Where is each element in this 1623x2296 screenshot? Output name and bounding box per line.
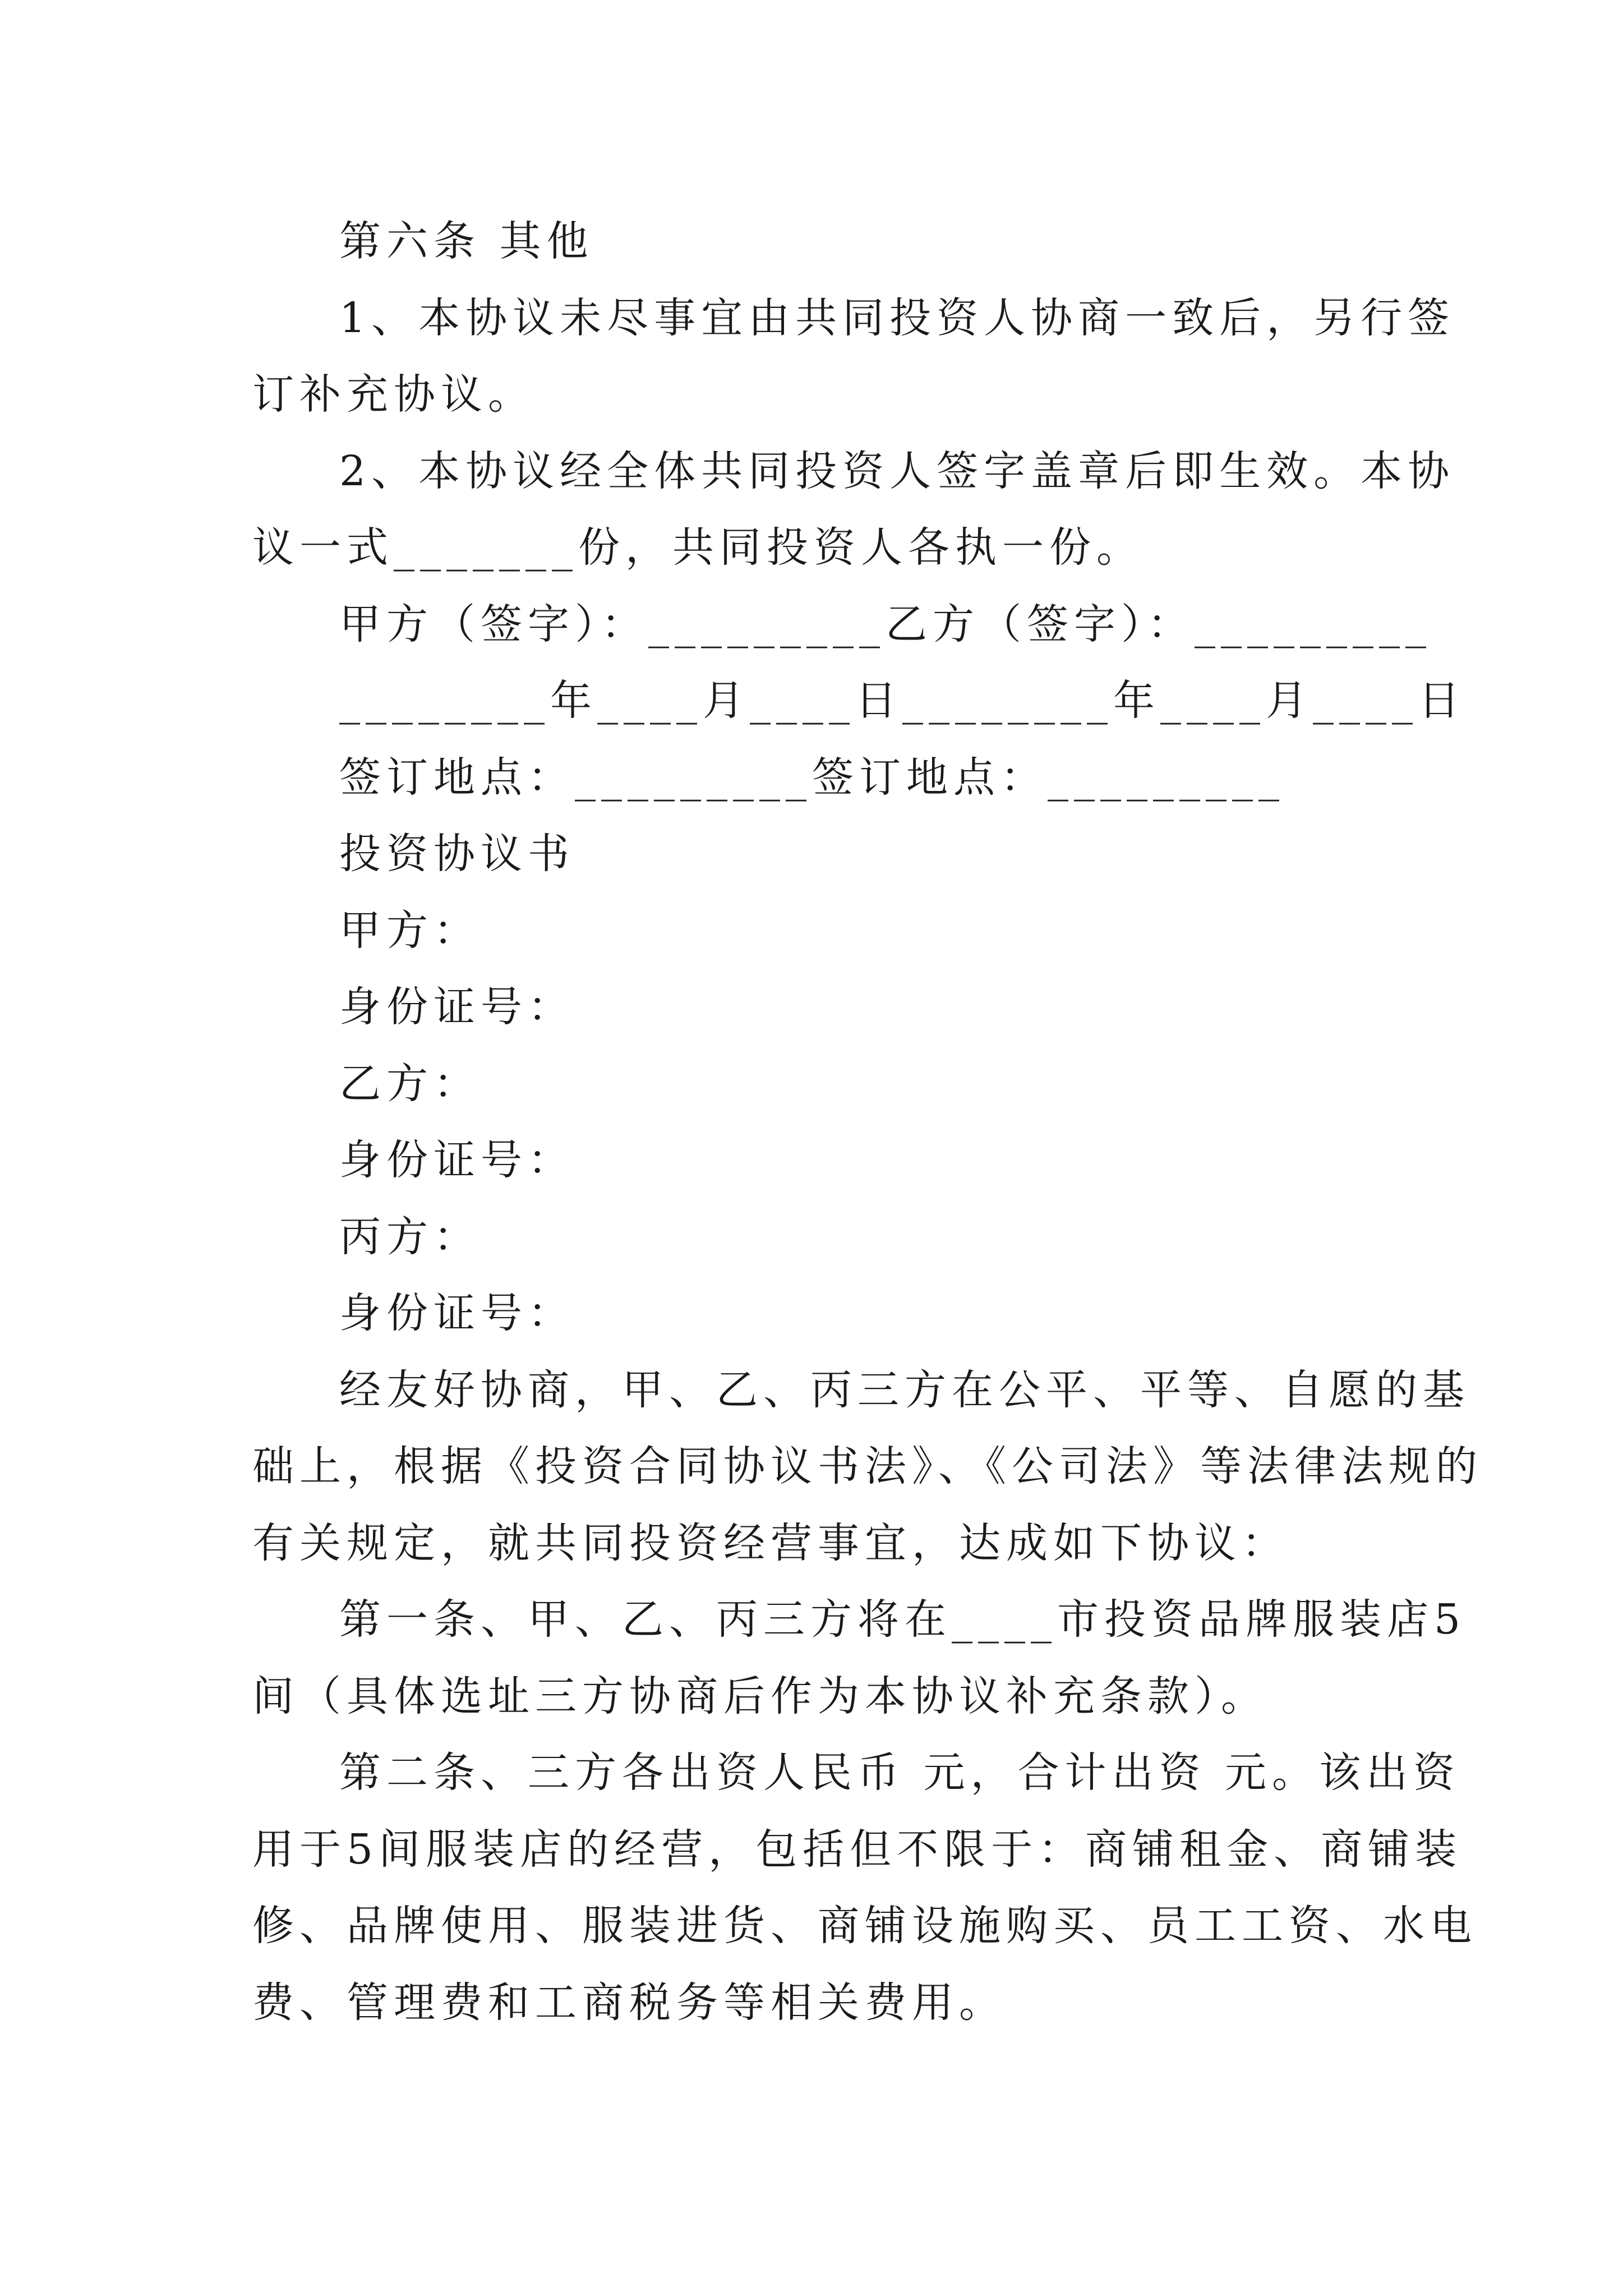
party-a-label: 甲方： bbox=[339, 907, 481, 955]
clause-2-line-2: 议一式_______份，共同投资人各执一份。 bbox=[252, 523, 1144, 572]
clause-1-line-1: 1、本协议未尽事宜由共同投资人协商一致后，另行签 bbox=[339, 294, 1455, 342]
article-2-line-1: 第二条、三方各出资人民币 元，合计出资 元。该出资 bbox=[339, 1749, 1461, 1797]
party-c-label: 丙方： bbox=[339, 1213, 481, 1261]
party-b-label: 乙方： bbox=[339, 1060, 481, 1108]
preamble-line-2: 础上，根据《投资合同协议书法》、《公司法》等法律法规的 bbox=[252, 1442, 1483, 1490]
document-title: 投资协议书 bbox=[339, 830, 575, 878]
article-2-line-4: 费、管理费和工商税务等相关费用。 bbox=[252, 1978, 1006, 2027]
clause-2-line-1: 2、本协议经全体共同投资人签字盖章后即生效。本协 bbox=[339, 447, 1455, 495]
date-line: ________年____月____日________年____月____日 bbox=[339, 677, 1465, 725]
party-c-id-label: 身份证号： bbox=[339, 1289, 575, 1337]
party-b-id-label: 身份证号： bbox=[339, 1136, 575, 1184]
article-1-line-1: 第一条、甲、乙、丙三方将在____市投资品牌服装店5 bbox=[339, 1595, 1467, 1644]
preamble-line-1: 经友好协商，甲、乙、丙三方在公平、平等、自愿的基 bbox=[339, 1366, 1470, 1414]
party-a-id-label: 身份证号： bbox=[339, 983, 575, 1031]
clause-1-line-2: 订补充协议。 bbox=[252, 370, 535, 418]
preamble-line-3: 有关规定，就共同投资经营事宜，达成如下协议： bbox=[252, 1519, 1289, 1567]
signing-place-line: 签订地点：_________签订地点：_________ bbox=[339, 753, 1285, 802]
article-2-line-3: 修、品牌使用、服装进货、商铺设施购买、员工工资、水电 bbox=[252, 1902, 1477, 1950]
article-2-line-2: 用于5间服装店的经营，包括但不限于：商铺租金、商铺装 bbox=[252, 1825, 1463, 1874]
article-6-heading: 第六条 其他 bbox=[339, 217, 594, 265]
signature-line: 甲方（签字）：_________乙方（签字）：_________ bbox=[339, 600, 1432, 648]
article-1-line-2: 间（具体选址三方协商后作为本协议补充条款）。 bbox=[252, 1672, 1268, 1720]
